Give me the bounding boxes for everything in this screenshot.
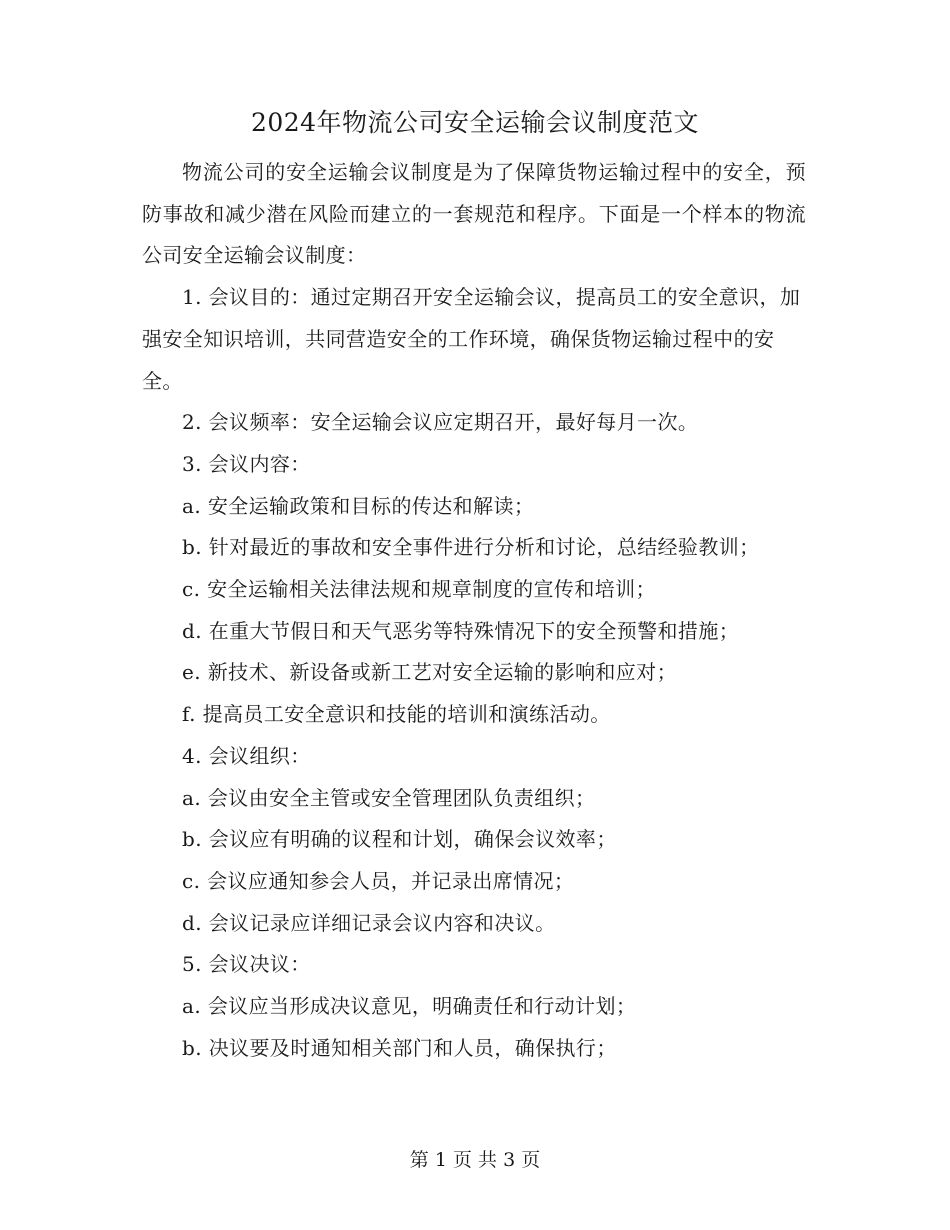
list-item-marker: c. xyxy=(182,868,201,893)
list-item-marker: 3. xyxy=(182,451,202,476)
list-item-text: 会议决议： xyxy=(208,952,311,977)
page-footer xyxy=(0,1146,950,1174)
list-item-marker: b. xyxy=(182,1035,202,1060)
list-item xyxy=(142,944,806,986)
list-item-text: 会议记录应详细记录会议内容和决议。 xyxy=(208,910,556,935)
list-item-marker: a. xyxy=(182,785,202,810)
list-item-text: 会议频率：安全运输会议应定期召开，最好每月一次。 xyxy=(208,410,699,435)
list-item xyxy=(142,569,806,611)
list-item xyxy=(142,861,806,903)
footer-total-pages: 3 xyxy=(503,1149,516,1171)
list-item-text: 会议应有明确的议程和计划，确保会议效率； xyxy=(208,827,617,852)
list-item xyxy=(142,736,806,778)
list-item-marker: 2. xyxy=(182,410,202,435)
footer-middle: 页 共 xyxy=(452,1149,498,1171)
list-item-text: 会议组织： xyxy=(208,743,311,768)
list-item-marker: 4. xyxy=(182,743,202,768)
list-item-text: 在重大节假日和天气恶劣等特殊情况下的安全预警和措施； xyxy=(208,618,740,643)
document-body xyxy=(142,152,806,1069)
list-item-text: 针对最近的事故和安全事件进行分析和讨论，总结经验教训； xyxy=(208,535,760,560)
list-item-text: 会议内容： xyxy=(208,451,311,476)
list-item xyxy=(142,1028,806,1070)
list-item xyxy=(142,819,806,861)
list-item xyxy=(142,611,806,653)
list-item-text: 新技术、新设备或新工艺对安全运输的影响和应对； xyxy=(207,660,677,685)
list-item xyxy=(142,694,806,736)
list-item-text: 安全运输政策和目标的传达和解读； xyxy=(207,493,535,518)
list-item-marker: b. xyxy=(182,535,202,560)
list-item xyxy=(142,277,806,402)
list-item-marker: a. xyxy=(182,994,202,1019)
list-item-marker: b. xyxy=(182,827,202,852)
list-item xyxy=(142,903,806,945)
list-item-marker: f. xyxy=(182,702,196,727)
list-item xyxy=(142,652,806,694)
list-item-marker: a. xyxy=(182,493,202,518)
list-item xyxy=(142,444,806,486)
footer-page-number: 1 xyxy=(434,1149,447,1171)
list-item xyxy=(142,527,806,569)
list-item-marker: c. xyxy=(182,577,201,602)
list-item xyxy=(142,486,806,528)
page-title: 2024年物流公司安全运输会议制度范文 xyxy=(250,108,700,137)
intro-paragraph: 物流公司的安全运输会议制度是为了保障货物运输过程中的安全，预防事故和减少潜在风险而建立的一套规范和程序。下面是一个样本的物流公司安全运输会议制度： xyxy=(142,160,806,268)
footer-suffix: 页 xyxy=(521,1149,541,1171)
footer-prefix: 第 xyxy=(409,1149,429,1171)
list-item-marker: e. xyxy=(182,660,201,685)
list-item-text: 会议应通知参会人员，并记录出席情况； xyxy=(207,868,575,893)
list-item-marker: 1. xyxy=(182,285,202,310)
list-item-text: 会议由安全主管或安全管理团队负责组织； xyxy=(207,785,596,810)
list-item xyxy=(142,986,806,1028)
list-item-marker: d. xyxy=(182,618,202,643)
list-item-text: 安全运输相关法律法规和规章制度的宣传和培训； xyxy=(207,577,656,602)
list-item-text: 决议要及时通知相关部门和人员，确保执行； xyxy=(208,1035,617,1060)
list-item-text: 会议目的：通过定期召开安全运输会议，提高员工的安全意识，加强安全知识培训，共同营造安全的工作环境，确保货物运输过程中的安全。 xyxy=(142,285,801,393)
list-item xyxy=(142,778,806,820)
list-item-marker: 5. xyxy=(182,952,202,977)
list-item-text: 会议应当形成决议意见，明确责任和行动计划； xyxy=(207,994,637,1019)
list-item xyxy=(142,402,806,444)
list-item-marker: d. xyxy=(182,910,202,935)
list-item-text: 提高员工安全意识和技能的培训和演练活动。 xyxy=(202,702,611,727)
